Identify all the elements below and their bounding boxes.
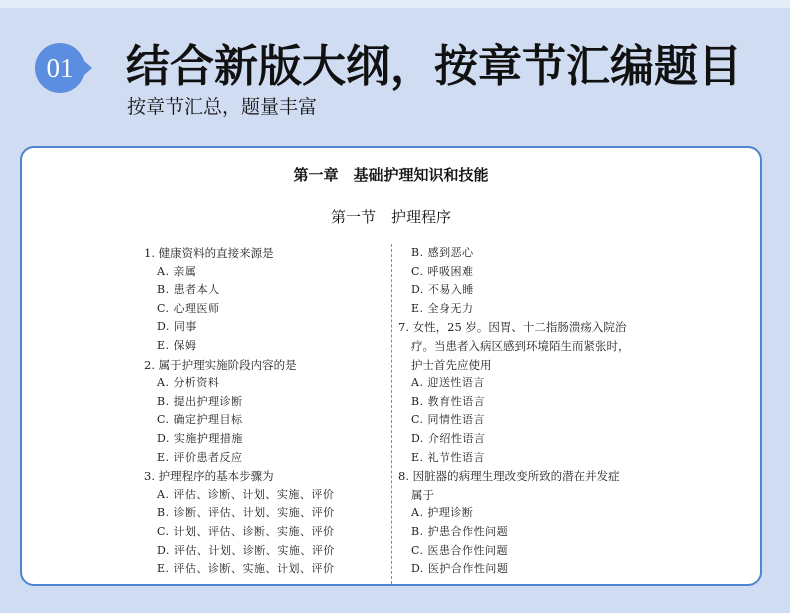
answer-option: D. 介绍性语言 [411, 431, 486, 445]
book-page-panel [20, 146, 762, 586]
page-subtitle: 按章节汇总，题量丰富 [127, 96, 318, 118]
answer-option: B. 教育性语言 [411, 394, 486, 408]
answer-option: E. 全身无力 [411, 301, 474, 315]
answer-option: D. 不易入睡 [411, 283, 474, 297]
answer-option: B. 诊断、评估、计划、实施、评价 [157, 506, 335, 520]
right-column [398, 244, 668, 579]
answer-option: A. 分析资料 [157, 376, 220, 390]
answer-option: D. 评估、计划、诊断、实施、评价 [157, 543, 335, 557]
question-continuation: 属于 [411, 487, 434, 502]
answer-option: C. 心理医师 [157, 301, 220, 315]
answer-option: C. 计划、评估、诊断、实施、评价 [157, 524, 335, 538]
answer-option: A. 护理诊断 [411, 506, 474, 520]
answer-option: D. 实施护理措施 [157, 431, 243, 445]
answer-option: D. 同事 [157, 320, 197, 334]
answer-option: C. 同情性语言 [411, 413, 486, 427]
question-continuation: 疗。当患者入病区感到环境陌生而紧张时， [411, 338, 630, 353]
answer-option: B. 护患合作性问题 [411, 524, 509, 538]
question-stem: 2. 属于护理实施阶段内容的是 [144, 357, 297, 372]
question-stem: 8. 因脏器的病理生理改变所致的潜在并发症 [398, 469, 620, 484]
badge-number: 01 [46, 53, 74, 83]
answer-option: B. 感到恶心 [411, 246, 474, 259]
column-divider [391, 244, 392, 586]
answer-option: B. 患者本人 [157, 283, 220, 297]
section-title: 第一节 护理程序 [330, 208, 451, 226]
number-badge [34, 42, 92, 94]
chapter-title: 第一章 基础护理知识和技能 [293, 166, 489, 184]
page-title: 结合新版大纲，按章节汇编题目 [126, 41, 742, 92]
question-stem: 3. 护理程序的基本步骤为 [144, 469, 274, 484]
answer-option: C. 医患合作性问题 [411, 543, 509, 557]
answer-option: B. 提出护理诊断 [157, 394, 243, 408]
answer-option: A. 评估、诊断、计划、实施、评价 [157, 487, 335, 501]
question-stem: 1. 健康资料的直接来源是 [144, 246, 274, 260]
top-strip [0, 0, 790, 8]
answer-option: E. 保姆 [157, 338, 197, 352]
answer-option: C. 呼吸困难 [411, 264, 474, 278]
question-continuation: 护士首先应使用 [411, 357, 492, 372]
answer-option: A. 迎送性语言 [411, 376, 485, 390]
answer-option: D. 医护合作性问题 [411, 562, 509, 576]
answer-option: E. 评估、诊断、实施、计划、评价 [157, 562, 335, 576]
answer-option: E. 评价患者反应 [157, 450, 243, 464]
left-column [144, 244, 384, 579]
question-stem: 7. 女性，25 岁。因胃、十二指肠溃疡入院治 [398, 320, 627, 335]
answer-option: A. 亲属 [157, 264, 197, 278]
answer-option: E. 礼节性语言 [411, 450, 486, 464]
answer-option: C. 确定护理目标 [157, 413, 243, 427]
